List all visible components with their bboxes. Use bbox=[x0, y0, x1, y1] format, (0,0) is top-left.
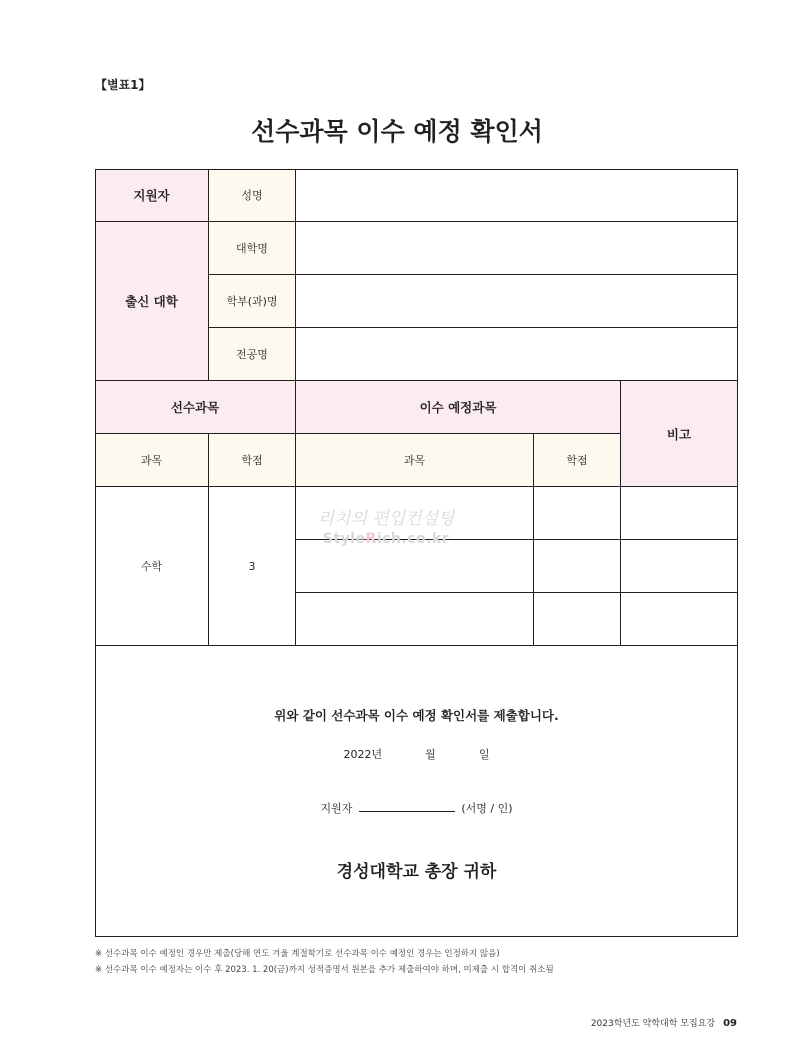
planned-course-col-header: 과목 bbox=[296, 434, 534, 487]
department-label: 학부(과)명 bbox=[209, 275, 296, 328]
recipient: 경성대학교 총장 귀하 bbox=[336, 862, 497, 882]
applicant-sign-label: 지원자 bbox=[320, 802, 353, 815]
planned-credit-field[interactable] bbox=[534, 593, 621, 646]
remarks-field[interactable] bbox=[621, 487, 738, 540]
date-year: 2022년 bbox=[343, 748, 383, 761]
planned-course-field[interactable] bbox=[296, 540, 534, 593]
page-number: 09 bbox=[723, 1018, 737, 1029]
signature-line bbox=[95, 800, 738, 816]
name-field[interactable] bbox=[296, 169, 738, 222]
signature-field[interactable] bbox=[359, 800, 455, 812]
confirmation-form bbox=[95, 169, 738, 937]
sign-hint: (서명 / 인) bbox=[461, 802, 513, 815]
declaration-statement: 위와 같이 선수과목 이수 예정 확인서를 제출합니다. bbox=[274, 708, 559, 723]
remarks-field[interactable] bbox=[621, 540, 738, 593]
university-name-field[interactable] bbox=[296, 222, 738, 275]
footer-text: 2023학년도 약학대학 모집요강 bbox=[590, 1019, 716, 1029]
name-label: 성명 bbox=[209, 169, 296, 222]
department-field[interactable] bbox=[296, 275, 738, 328]
major-field[interactable] bbox=[296, 328, 738, 381]
planned-course-header: 이수 예정과목 bbox=[296, 381, 621, 434]
page-footer bbox=[591, 1016, 737, 1029]
form-annex-tag: 【별표1】 bbox=[95, 78, 151, 92]
date-month: 월 bbox=[425, 748, 436, 761]
prereq-course-value: 수학 bbox=[95, 487, 209, 646]
applicant-label: 지원자 bbox=[95, 169, 209, 222]
submission-date bbox=[95, 746, 738, 762]
planned-credit-field[interactable] bbox=[534, 540, 621, 593]
date-day: 일 bbox=[478, 748, 490, 761]
prereq-course-col-header: 과목 bbox=[95, 434, 209, 487]
university-name-label: 대학명 bbox=[209, 222, 296, 275]
planned-course-field[interactable] bbox=[296, 487, 534, 540]
remarks-header: 비고 bbox=[621, 381, 738, 487]
prereq-credit-col-header: 학점 bbox=[209, 434, 296, 487]
watermark-line2: StyleRich.co.kr bbox=[322, 531, 450, 547]
planned-credit-col-header: 학점 bbox=[534, 434, 621, 487]
planned-credit-field[interactable] bbox=[534, 487, 621, 540]
prereq-course-header: 선수과목 bbox=[95, 381, 296, 434]
note-item: ※ 선수과목 이수 예정인 경우만 제출(당해 연도 겨울 계절학기로 선수과목 이수 예정인 경우는 인정하지 않음) bbox=[95, 949, 500, 959]
watermark-line1: 리치의 편입컨설팅 bbox=[317, 509, 455, 529]
prereq-credit-value: 3 bbox=[209, 487, 296, 646]
remarks-field[interactable] bbox=[621, 593, 738, 646]
page-title: 선수과목 이수 예정 확인서 bbox=[251, 117, 543, 146]
note-item: ※ 선수과목 이수 예정자는 이수 후 2023. 1. 20(금)까지 성적증명서 원본을 추가 제출하여야 하며, 미제출 시 합격이 취소됨 bbox=[95, 965, 554, 975]
origin-university-label: 출신 대학 bbox=[95, 222, 209, 381]
planned-course-field[interactable] bbox=[296, 593, 534, 646]
major-label: 전공명 bbox=[209, 328, 296, 381]
